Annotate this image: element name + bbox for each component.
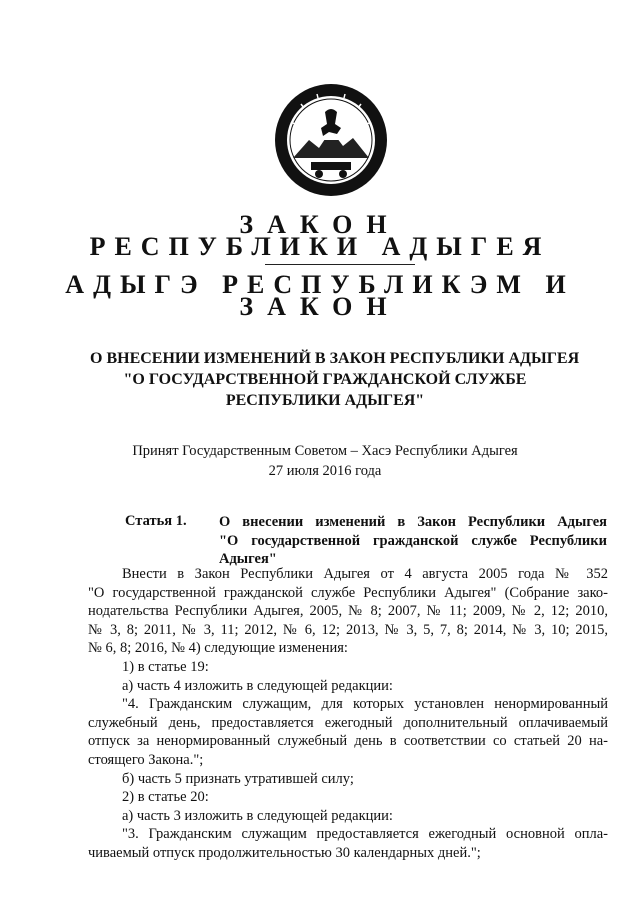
body-paragraph: 1) в статье 19: (122, 658, 209, 675)
body-line: стоящего Закона."; (88, 751, 204, 768)
article-body (88, 565, 608, 863)
body-line: "3. Гражданским служащим предоставляется ежегодный основной опла- (122, 826, 608, 843)
title-republic: РЕСПУБЛИКИ АДЫГЕЯ (89, 232, 551, 261)
body-line: "4. Гражданским служащим, для которых установлен ненормированный (122, 696, 608, 713)
adoption-body: Принят Государственным Советом – Хасэ Республики Адыгея (132, 443, 518, 459)
coat-of-arms-emblem (271, 82, 391, 198)
body-line: служебный день, предоставляется ежегодный дополнительный оплачиваемый (88, 714, 608, 731)
body-line: № 3, 8; 2011, № 3, 11; 2012, № 6, 12; 2013, № 3, 5, 7, 8; 2014, № 3, 10; 2015, (88, 621, 608, 638)
title-adyghe-line: АДЫГЭ РЕСПУБЛИКЭМ И (65, 270, 575, 299)
law-heading-line: РЕСПУБЛИКИ АДЫГЕЯ" (225, 392, 425, 409)
article-title (219, 513, 607, 569)
body-line: Внести в Закон Республики Адыгея от 4 августа 2005 года № 352 (122, 566, 608, 582)
adoption-info (100, 441, 550, 481)
article-title-line: Адыгея" (219, 551, 277, 567)
body-paragraph: а) часть 4 изложить в следующей редакции: (122, 677, 393, 694)
law-heading (90, 348, 580, 411)
law-heading-line: "О ГОСУДАРСТВЕННОЙ ГРАЖДАНСКОЙ СЛУЖБЕ (123, 371, 527, 388)
law-heading-line: О ВНЕСЕНИИ ИЗМЕНЕНИЙ В ЗАКОН РЕСПУБЛИКИ АДЫГЕЯ (90, 350, 580, 367)
body-line: чиваемый отпуск продолжительностью 30 календарных дней."; (88, 844, 481, 861)
title-divider (265, 264, 415, 265)
body-line: нодательства Республики Адыгея, 2005, № 8; 2007, № 11; 2009, № 2, 12; 2010, (88, 603, 608, 620)
title-zakon: ЗАКОН (239, 210, 401, 239)
body-line: № 6, 8; 2016, № 4) следующие изменения: (88, 640, 348, 657)
body-paragraph: б) часть 5 признать утратившей силу; (122, 770, 354, 787)
adoption-date: 27 июля 2016 года (268, 463, 382, 479)
body-line: "О государственной гражданской службе Республики Адыгея" (Собрание зако- (88, 584, 608, 601)
body-paragraph: а) часть 3 изложить в следующей редакции: (122, 807, 393, 824)
article-title-line: О внесении изменений в Закон Республики Адыгея (219, 514, 607, 530)
title-zakon-adyghe: ЗАКОН (239, 292, 401, 321)
article-label: Статья 1. (125, 513, 187, 529)
body-line: отпуск за ненормированный служебный день в соответствии со статьей 20 на- (88, 733, 608, 750)
body-paragraph: 2) в статье 20: (122, 789, 209, 806)
article-title-line: "О государственной гражданской службе Республики (219, 532, 607, 549)
